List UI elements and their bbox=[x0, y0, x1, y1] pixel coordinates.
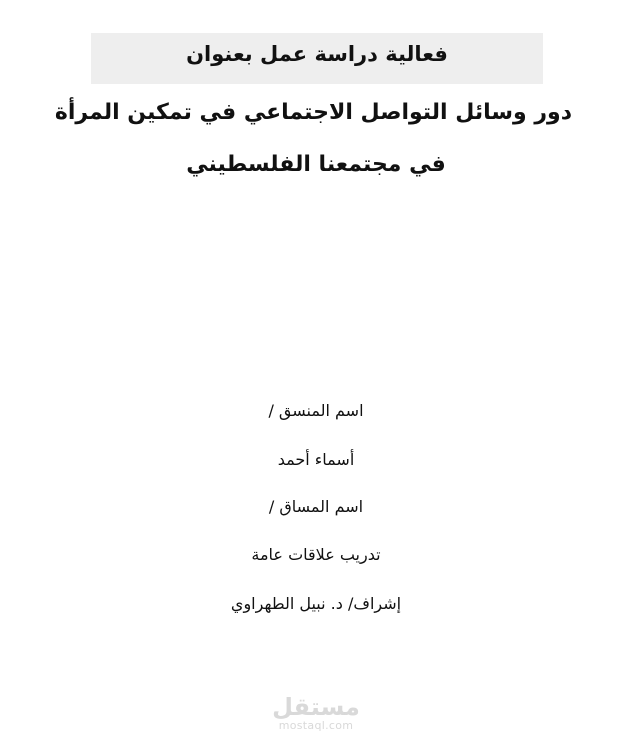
coordinator-label: اسم المنسق / bbox=[268, 401, 364, 420]
coordinator-name: أسماء أحمد bbox=[277, 450, 355, 469]
mostaql-watermark bbox=[268, 694, 364, 732]
title-banner bbox=[91, 33, 543, 84]
course-label: اسم المساق / bbox=[268, 497, 364, 516]
watermark-arabic-text: مستقل bbox=[272, 693, 360, 721]
study-title-line-2: في مجتمعنا الفلسطيني bbox=[186, 152, 446, 177]
supervisor-line: إشراف/ د. نبيل الطهراوي bbox=[230, 594, 402, 613]
watermark-latin-text: mostaql.com bbox=[278, 719, 354, 732]
study-title-line-1: دور وسائل التواصل الاجتماعي في تمكين المرأة bbox=[54, 100, 572, 125]
event-title: فعالية دراسة عمل بعنوان bbox=[186, 42, 448, 66]
course-name: تدريب علاقات عامة bbox=[251, 545, 381, 564]
